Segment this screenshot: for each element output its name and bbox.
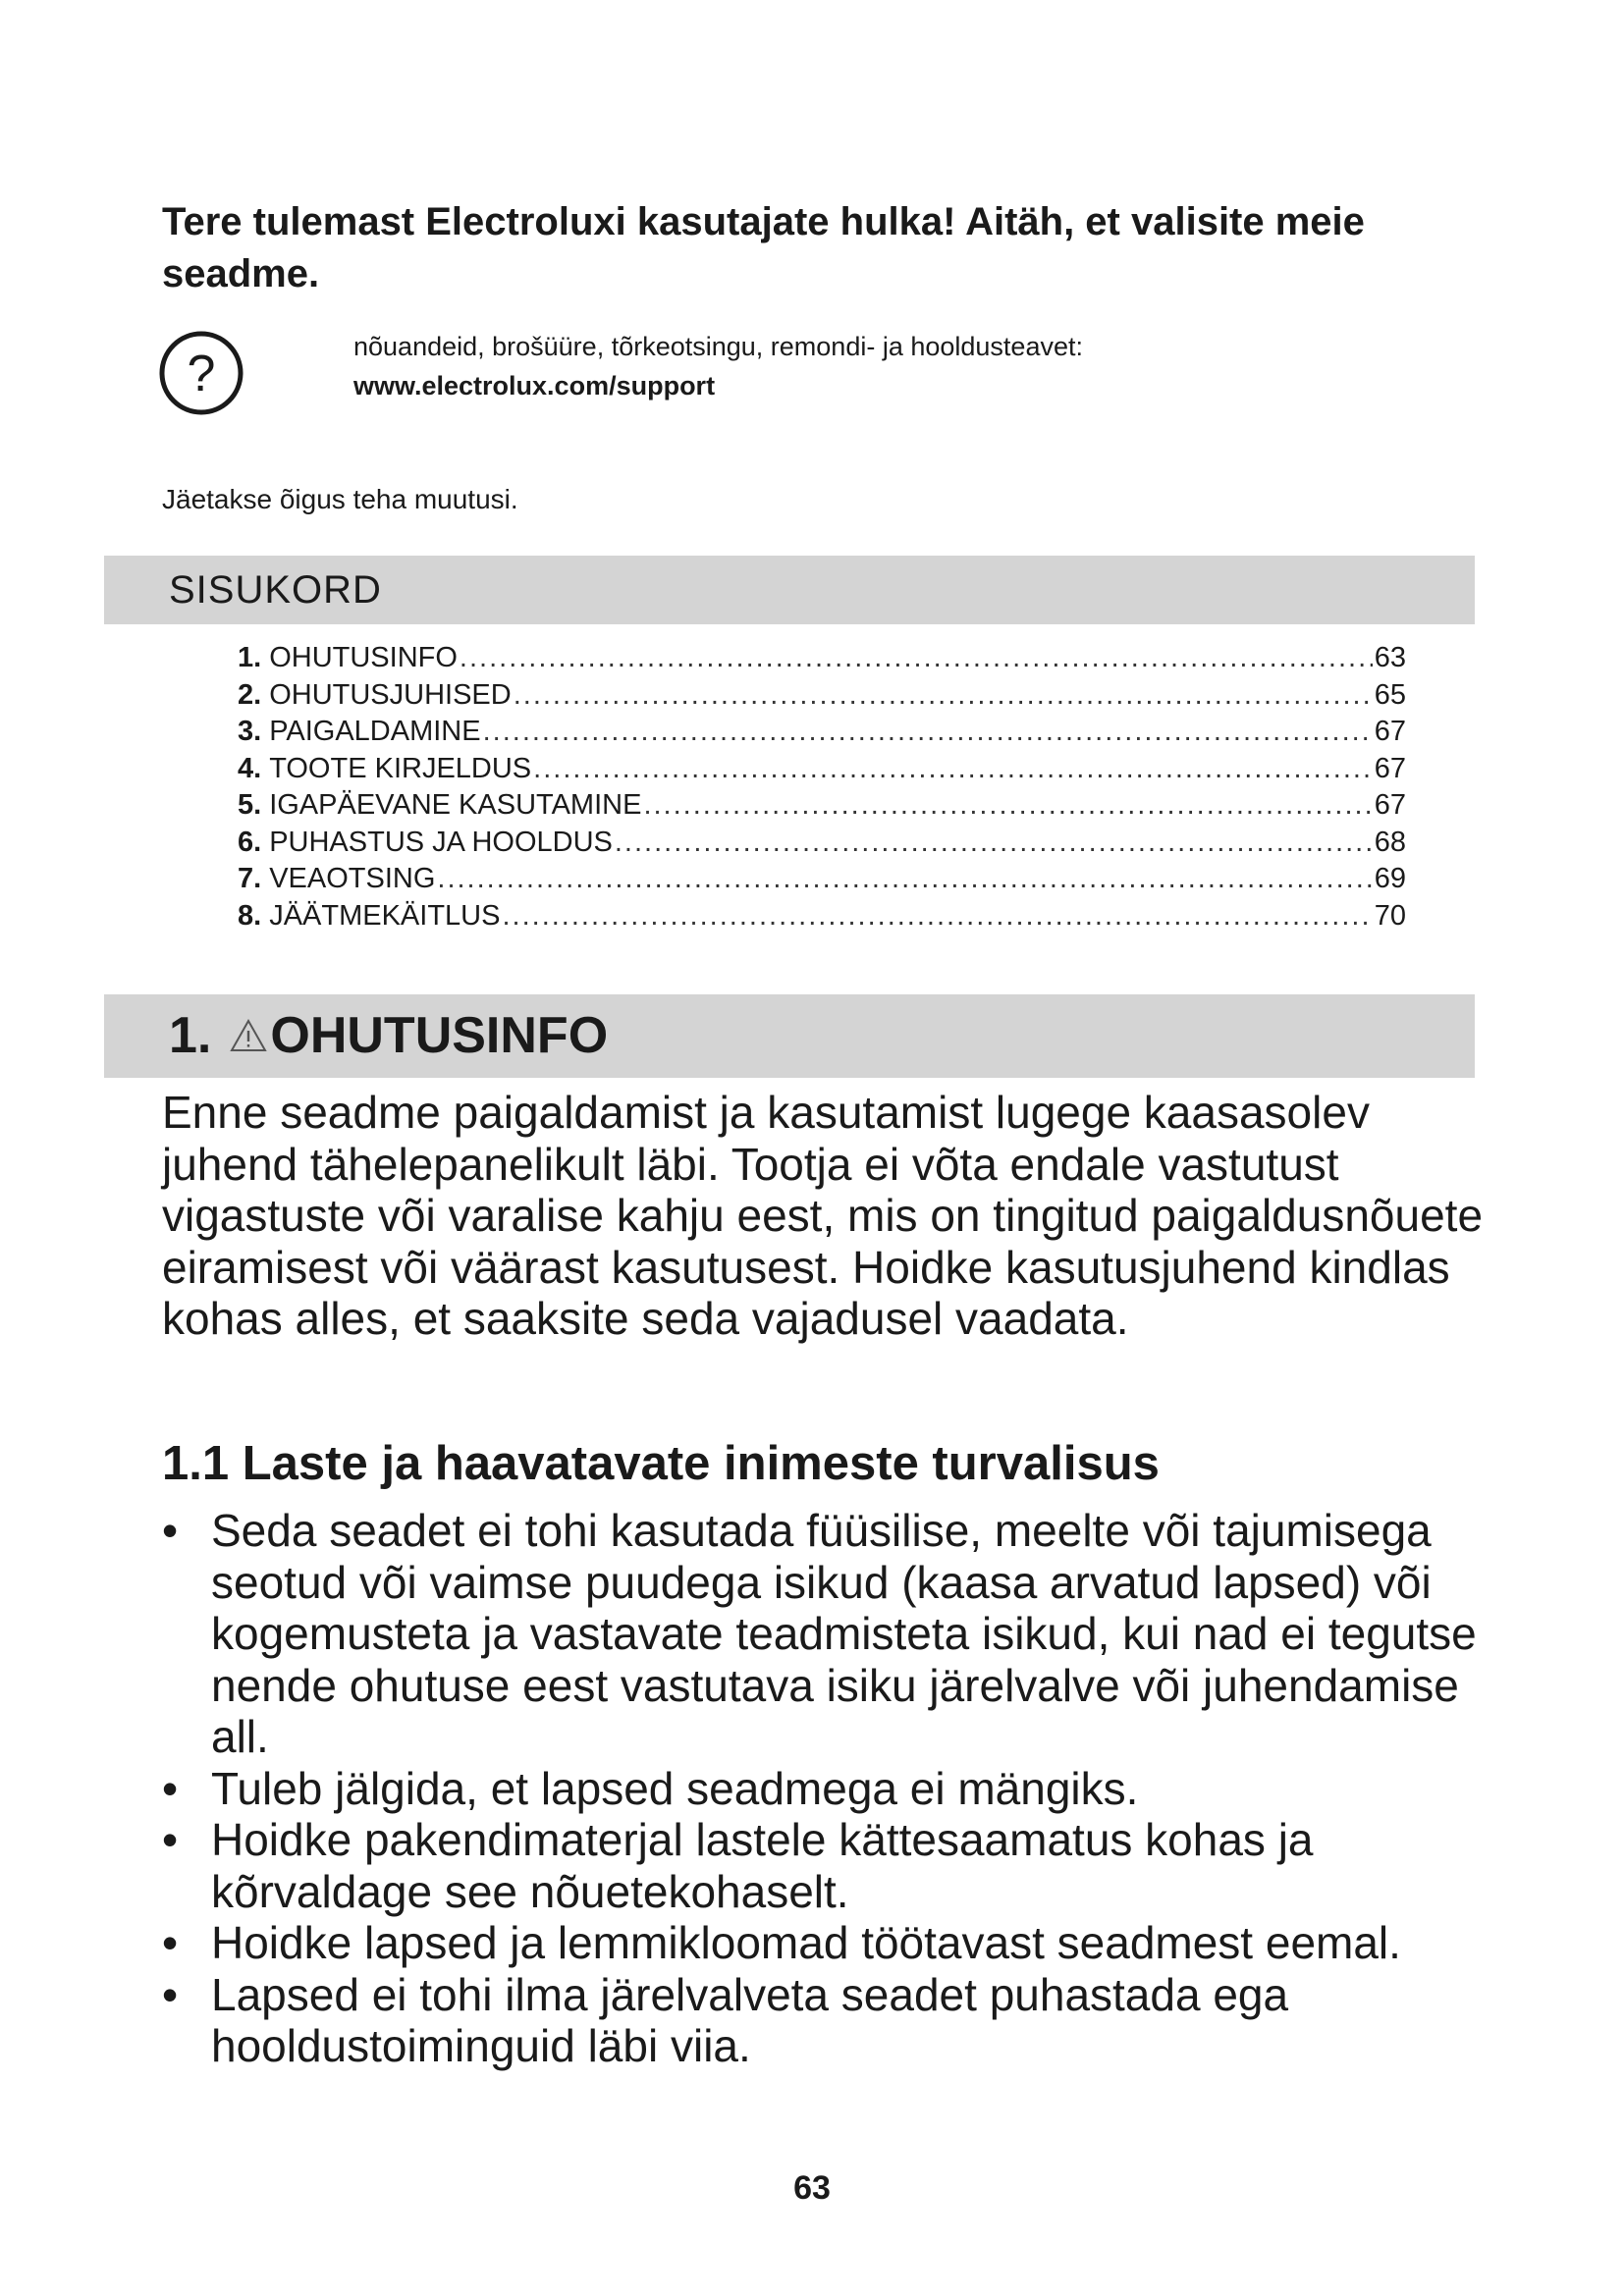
toc-title: SISUKORD xyxy=(169,568,382,612)
section-intro: Enne seadme paigaldamist ja kasutamist lugege kaasasolev juhend tähelepanelikult läbi. Tootja ei võta endale vastutust vigastuste või varalise kahju eest, mis on tingitud paigaldusnõuete eiramisest või väärast kasutusest. Hoidke kasutusjuhend kindlas kohas alles, et saaksite seda vajadusel vaadata. xyxy=(162,1087,1484,1344)
help-question-icon xyxy=(157,329,245,417)
toc-item-number: 6. xyxy=(238,826,262,858)
list-item xyxy=(162,1814,1497,1917)
support-description: nõuandeid, brošüüre, tõrkeotsingu, remondi- ja hooldusteavet: xyxy=(353,332,1083,361)
toc-item-label: TOOTE KIRJELDUS xyxy=(269,752,532,784)
toc-item-label: JÄÄTMEKÄITLUS xyxy=(269,899,501,932)
rights-reserved-note: Jäetakse õigus teha muutusi. xyxy=(162,484,518,514)
list-item xyxy=(162,1505,1497,1763)
section-title xyxy=(169,1006,608,1065)
support-info xyxy=(353,327,1083,405)
section-header-band xyxy=(104,994,1475,1078)
bullet-text: Hoidke pakendimaterjal lastele kättesaamatus kohas ja kõrvaldage see nõuetekohaselt. xyxy=(211,1814,1314,1917)
toc-item-page: 67 xyxy=(1374,752,1406,784)
toc-item[interactable] xyxy=(238,679,1406,717)
toc-item-label: OHUTUSJUHISED xyxy=(269,678,512,711)
toc-item-page: 68 xyxy=(1374,826,1406,858)
toc-item-page: 70 xyxy=(1374,899,1406,932)
table-of-contents xyxy=(238,642,1406,936)
toc-item-label: VEAOTSING xyxy=(269,863,436,894)
list-item xyxy=(162,1969,1497,2072)
toc-item-page: 67 xyxy=(1374,716,1406,747)
bullet-mark: • xyxy=(162,1917,179,1968)
bullet-text: Tuleb jälgida, et lapsed seadmega ei mängiks. xyxy=(211,1762,1139,1814)
toc-item[interactable] xyxy=(238,827,1406,864)
page-number: 63 xyxy=(793,2169,831,2207)
toc-item-page: 69 xyxy=(1374,863,1406,894)
bullet-mark: • xyxy=(162,1505,179,1556)
toc-item-page: 65 xyxy=(1374,678,1406,711)
subsection-heading: 1.1 Laste ja haavatavate inimeste turvalisus xyxy=(162,1437,1160,1490)
bullet-mark: • xyxy=(162,1968,179,2020)
toc-item-page: 63 xyxy=(1374,642,1406,673)
list-item xyxy=(162,1763,1497,1815)
toc-item-number: 8. xyxy=(238,899,262,932)
toc-item-number: 5. xyxy=(238,789,262,821)
svg-text:?: ? xyxy=(187,346,216,402)
toc-item-number: 2. xyxy=(238,678,262,711)
welcome-heading: Tere tulemast Electroluxi kasutajate hulka! Aitäh, et valisite meie seadme. xyxy=(162,200,1365,295)
bullet-mark: • xyxy=(162,1762,179,1814)
toc-item[interactable] xyxy=(238,642,1406,679)
toc-header-band xyxy=(104,556,1475,624)
toc-item[interactable] xyxy=(238,863,1406,900)
bullet-text: Seda seadet ei tohi kasutada füüsilise, meelte või tajumisega seotud või vaimse puudega isikud (kaasa arvatud lapsed) või kogemusteta ja vastavate teadmisteta isikud, kui nad ei tegutse nende ohutuse eest vastutava isiku järelvalve või juhendamise all. xyxy=(211,1505,1477,1762)
support-link[interactable]: www.electrolux.com/support xyxy=(353,371,716,400)
toc-item-number: 1. xyxy=(238,642,262,673)
toc-leader-dots xyxy=(437,863,1372,895)
toc-leader-dots xyxy=(502,900,1372,933)
list-item xyxy=(162,1917,1497,1969)
toc-item-number: 4. xyxy=(238,752,262,784)
toc-item-label: IGAPÄEVANE KASUTAMINE xyxy=(269,789,642,821)
bullet-text: Lapsed ei tohi ilma järelvalveta seadet puhastada ega hooldustoiminguid läbi viia. xyxy=(211,1968,1289,2071)
toc-leader-dots xyxy=(514,679,1373,712)
toc-leader-dots xyxy=(533,753,1373,785)
toc-item[interactable] xyxy=(238,716,1406,753)
toc-item-number: 7. xyxy=(238,863,262,894)
toc-leader-dots xyxy=(460,642,1373,674)
toc-leader-dots xyxy=(643,789,1372,822)
section-number: 1. xyxy=(169,1007,212,1064)
toc-item-label: PAIGALDAMINE xyxy=(269,716,481,747)
toc-item-label: OHUTUSINFO xyxy=(269,642,458,673)
bullet-mark: • xyxy=(162,1814,179,1865)
section-title-text: OHUTUSINFO xyxy=(270,1007,609,1064)
safety-bullet-list xyxy=(162,1505,1497,2072)
toc-item-page: 67 xyxy=(1374,789,1406,821)
bullet-text: Hoidke lapsed ja lemmikloomad töötavast seadmest eemal. xyxy=(211,1917,1401,1968)
toc-item-number: 3. xyxy=(238,716,262,747)
toc-item[interactable] xyxy=(238,900,1406,937)
toc-leader-dots xyxy=(483,716,1373,748)
toc-item-label: PUHASTUS JA HOOLDUS xyxy=(269,826,613,858)
warning-triangle-icon xyxy=(229,1018,268,1053)
toc-leader-dots xyxy=(615,827,1373,859)
toc-item[interactable] xyxy=(238,753,1406,790)
toc-item[interactable] xyxy=(238,789,1406,827)
